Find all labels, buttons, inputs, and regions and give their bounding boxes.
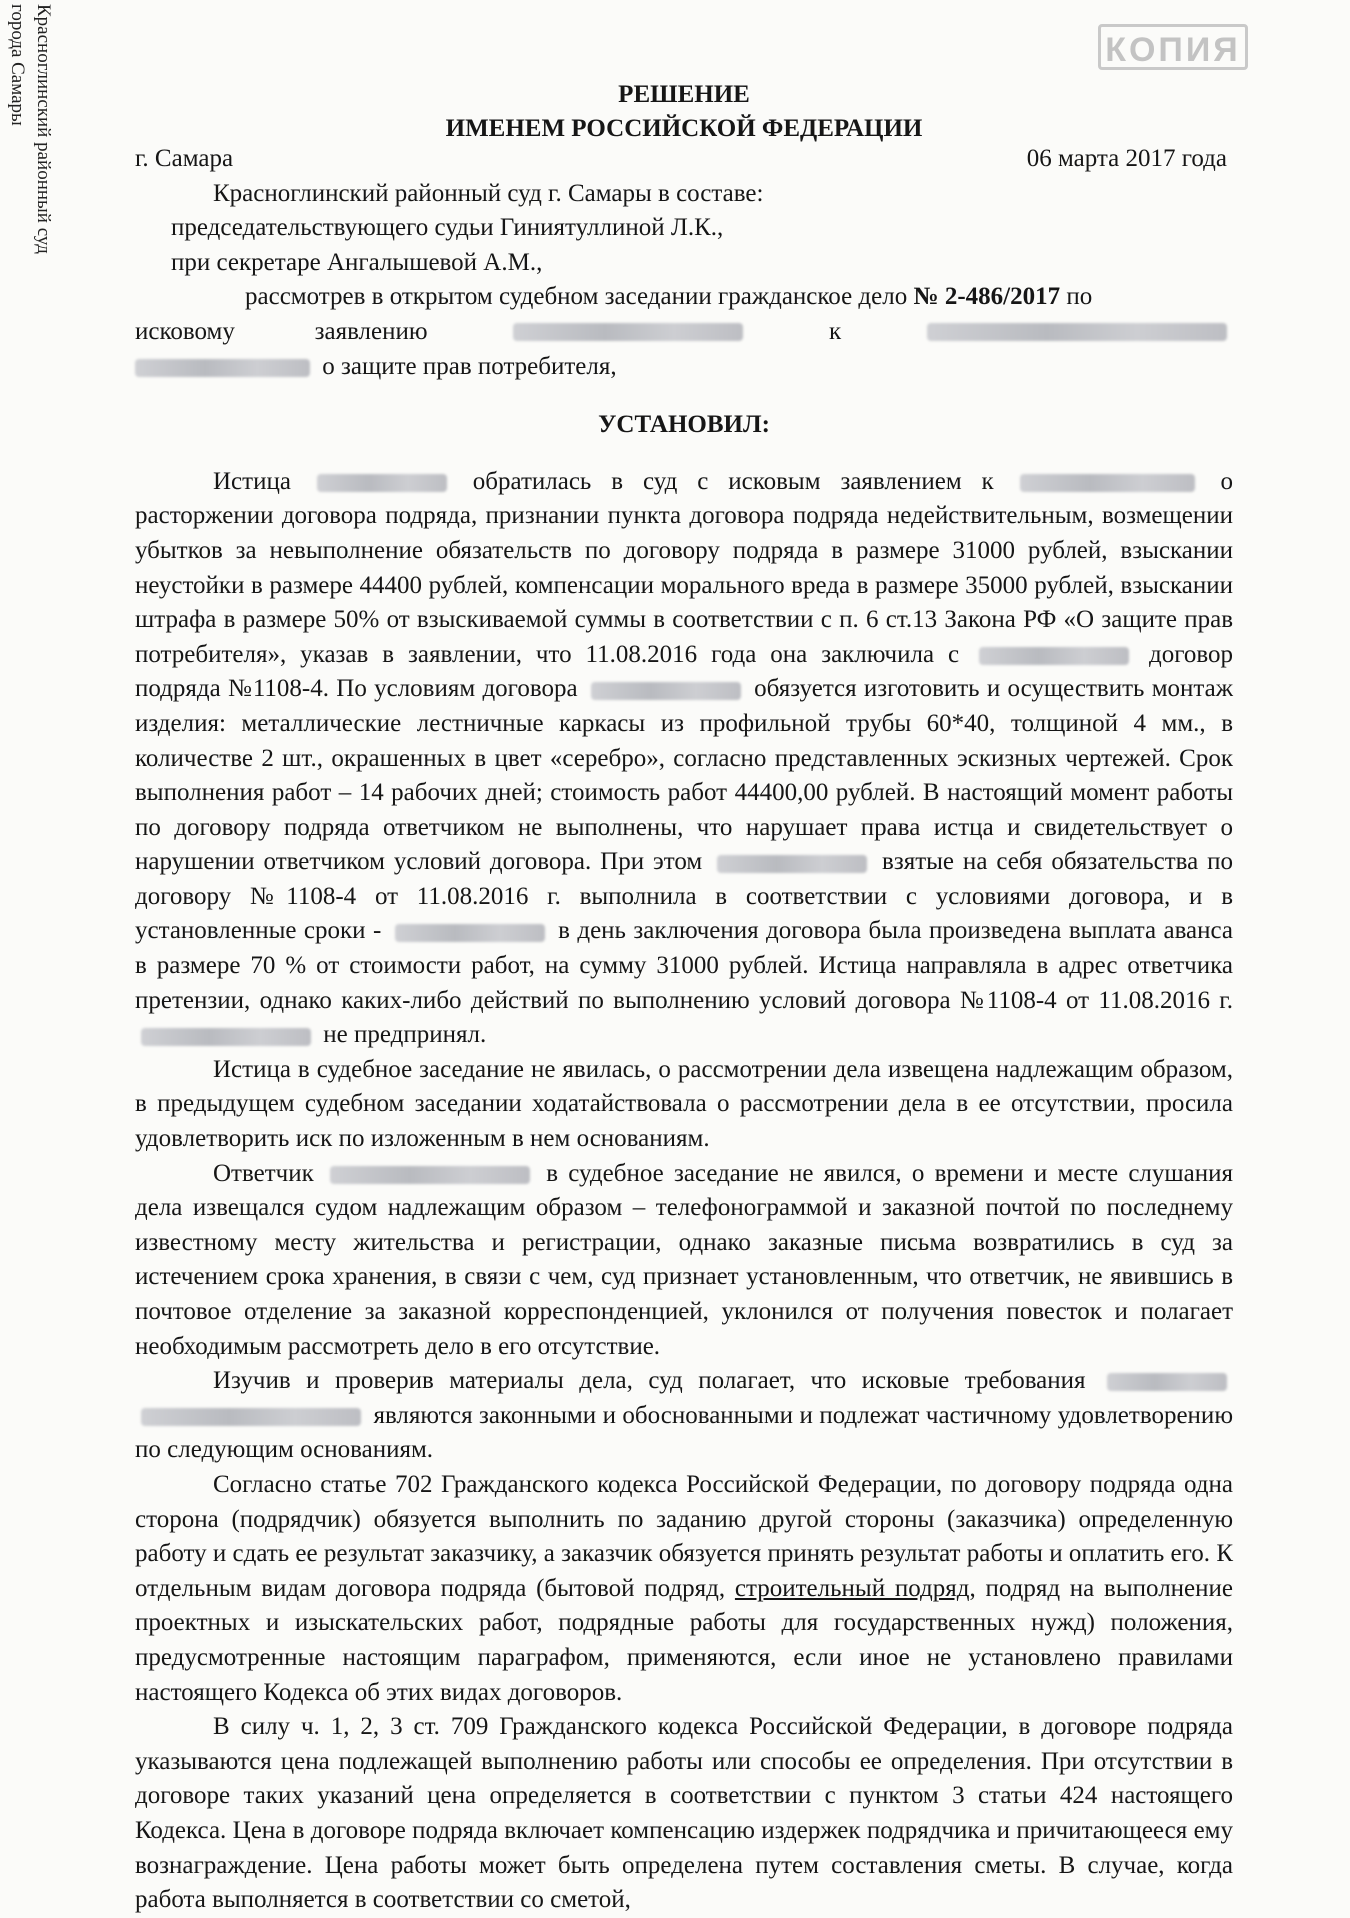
redacted-defendant-name-cont — [135, 359, 310, 377]
redacted-name — [979, 647, 1129, 665]
p1-text-c: о — [1220, 467, 1234, 495]
p5-text-a: Согласно статье 702 Гражданского кодекса Российской Федерации, по договору подряда одна сторона (подрядчик) обязуется выполнить по заданию другой стороны (заказчика) определенную работу и сдать ее результат заказчику, а заказчик обязуется принять результат работы и оплатить его. К отдельным видам договора подряда (бытовой подряд, — [135, 1470, 1233, 1602]
paragraph-2: Истица в судебное заседание не явилась, о рассмотрении дела извещена надлежащим образом, в предыдущем судебном заседании ходатайствовала о рассмотрении дела в ее отсутствии, просила удовлетворить иск по изложенным в нем основаниям. — [135, 1055, 1233, 1153]
decision-date: 06 марта 2017 года — [1026, 145, 1227, 172]
redacted-plaintiff-name — [513, 323, 743, 341]
p3-text-a: Ответчик — [213, 1159, 314, 1187]
p1-text-b: обратилась в суд с исковым заявлением к — [472, 467, 994, 495]
document-body — [135, 78, 1233, 1918]
claim-subject: о защите прав потребителя, — [322, 352, 617, 380]
document-title: РЕШЕНИЕ — [618, 81, 750, 108]
redacted-defendant-name — [927, 323, 1227, 341]
margin-line-court: Красноглинский районный суд — [33, 4, 54, 254]
paragraph-5 — [135, 1468, 1233, 1710]
presiding-judge: председательствующего судьи Гиниятуллиной Л.К., — [171, 214, 724, 242]
redacted-name — [317, 474, 447, 492]
redacted-name — [141, 1028, 311, 1046]
margin-annotation — [6, 4, 54, 334]
redacted-name — [1107, 1373, 1227, 1391]
court-composition: Красноглинский районный суд г. Самары в составе: — [213, 179, 764, 207]
city: г. Самара — [135, 145, 234, 172]
redacted-name — [330, 1166, 530, 1184]
margin-line-city: города Самары — [7, 4, 28, 126]
redacted-name — [1020, 474, 1195, 492]
redacted-name — [395, 924, 545, 942]
section-title: УСТАНОВИЛ: — [598, 411, 770, 439]
p3-text-b: в судебное заседание не явился, о времени и месте слушания дела извещался судом надлежащим образом – телефонограммой и заказной почтой по последнему известному месту жительства и регистрации, однако заказные письма возвратились в суд за истечением срока хранения, в связи с чем, суд признает установленным, что ответчик, не явившись в почтовое отделение за заказной корреспонденцией, уклонился от получения повесток и полагает необходимым рассмотреть дело в его отсутствие. — [135, 1159, 1234, 1360]
claim-k: к — [829, 317, 842, 345]
redacted-name — [141, 1408, 361, 1426]
p4-text-a: Изучив и проверив материалы дела, суд полагает, что исковые требования — [213, 1367, 1086, 1395]
case-number: № 2-486/2017 — [913, 283, 1061, 311]
p1-text-a: Истица — [213, 467, 291, 495]
redacted-name — [717, 855, 867, 873]
p1-text-i: не предпринял. — [323, 1021, 487, 1049]
p1-text-f: обязуется изготовить и осуществить монтаж изделия: металлические лестничные каркасы из профильной трубы 60*40, толщиной 4 мм., в количестве 2 шт., окрашенных в цвет «серебро», согласно представленных эскизных чертежей. Срок выполнения работ – 14 рабочих дней; стоимость работ 44400,00 рублей. В настоящий момент работы по договору подряда ответчиком не выполнены, что нарушает права истца и свидетельствует о нарушении ответчиком условий договора. При этом — [135, 675, 1233, 876]
p1-text-h: в день заключения договора была произведена выплата аванса в размере 70 % от стоимости работ, на сумму 31000 рублей. Истица направляла в адрес ответчика претензии, однако каких-либо действий по выполнению условий договора №1108-4 от 11.08.2016 г. — [135, 917, 1234, 1014]
case-after: по — [1066, 283, 1093, 311]
p4-text-b: являются законными и обоснованными и подлежат частичному удовлетворению по следующим основаниям. — [135, 1401, 1233, 1464]
claim-line — [135, 315, 1233, 350]
copy-stamp: КОПИЯ — [1098, 24, 1248, 70]
p5-text-b: , подряд на выполнение проектных и изыскательских работ, подрядные работы для государственных нужд) положения, предусмотренные настоящим параграфом, применяются, если иное не установлено правилами настоящего Кодекса об этих видах договоров. — [135, 1574, 1233, 1706]
redacted-name — [591, 682, 741, 700]
place-date-row — [135, 142, 1233, 177]
document-subtitle: ИМЕНЕМ РОССИЙСКОЙ ФЕДЕРАЦИИ — [445, 115, 923, 142]
paragraph-6: В силу ч. 1, 2, 3 ст. 709 Гражданского кодекса Российской Федерации, в договоре подряда указываются цена подлежащей выполнению работы или способы ее определения. При отсутствии в договоре таких указаний цена определяется в соответствии с пунктом 3 статьи 424 настоящего Кодекса. Цена в договоре подряда включает компенсацию издержек подрядчика и причитающееся ему вознаграждение. Цена работы может быть определена путем составления сметы. В случае, когда работа выполняется в соответствии со сметой, — [135, 1713, 1233, 1914]
paragraph-1 — [135, 465, 1233, 1053]
p1-text-g: взятые на себя обязательства по договору №1108-4 от 11.08.2016 г. выполнила в соответствии с условиями договора, и в установленные сроки - — [135, 848, 1234, 945]
claim-word-2: заявлению — [314, 317, 428, 345]
court-secretary: при секретаре Ангалышевой А.М., — [171, 248, 543, 276]
case-line — [135, 280, 1233, 315]
construction-contract-underlined: строительный подряд — [734, 1574, 970, 1602]
paragraph-4 — [135, 1364, 1233, 1468]
paragraph-3 — [135, 1157, 1233, 1365]
p1-text-d: расторжении договора подряда, признании пункта договора подряда недействительным, возмещении убытков за невыполнение обязательств по договору подряда в размере 31000 рублей, взыскании неустойки в размере 44400 рублей, компенсации морального вреда в размере 35000 рублей, взыскании штрафа в размере 50% от взыскиваемой суммы в соответствии с п. 6 ст.13 Закона РФ «О защите прав потребителя», указав в заявлении, что 11.08.2016 года она заключила с — [135, 502, 1233, 668]
claim-word-1: исковому — [135, 317, 235, 345]
claim-subject-line — [135, 350, 1233, 385]
case-intro: рассмотрев в открытом судебном заседании гражданское дело — [245, 283, 908, 311]
p1-text-e: договор подряда №1108-4. По условиям договора — [135, 640, 1234, 703]
